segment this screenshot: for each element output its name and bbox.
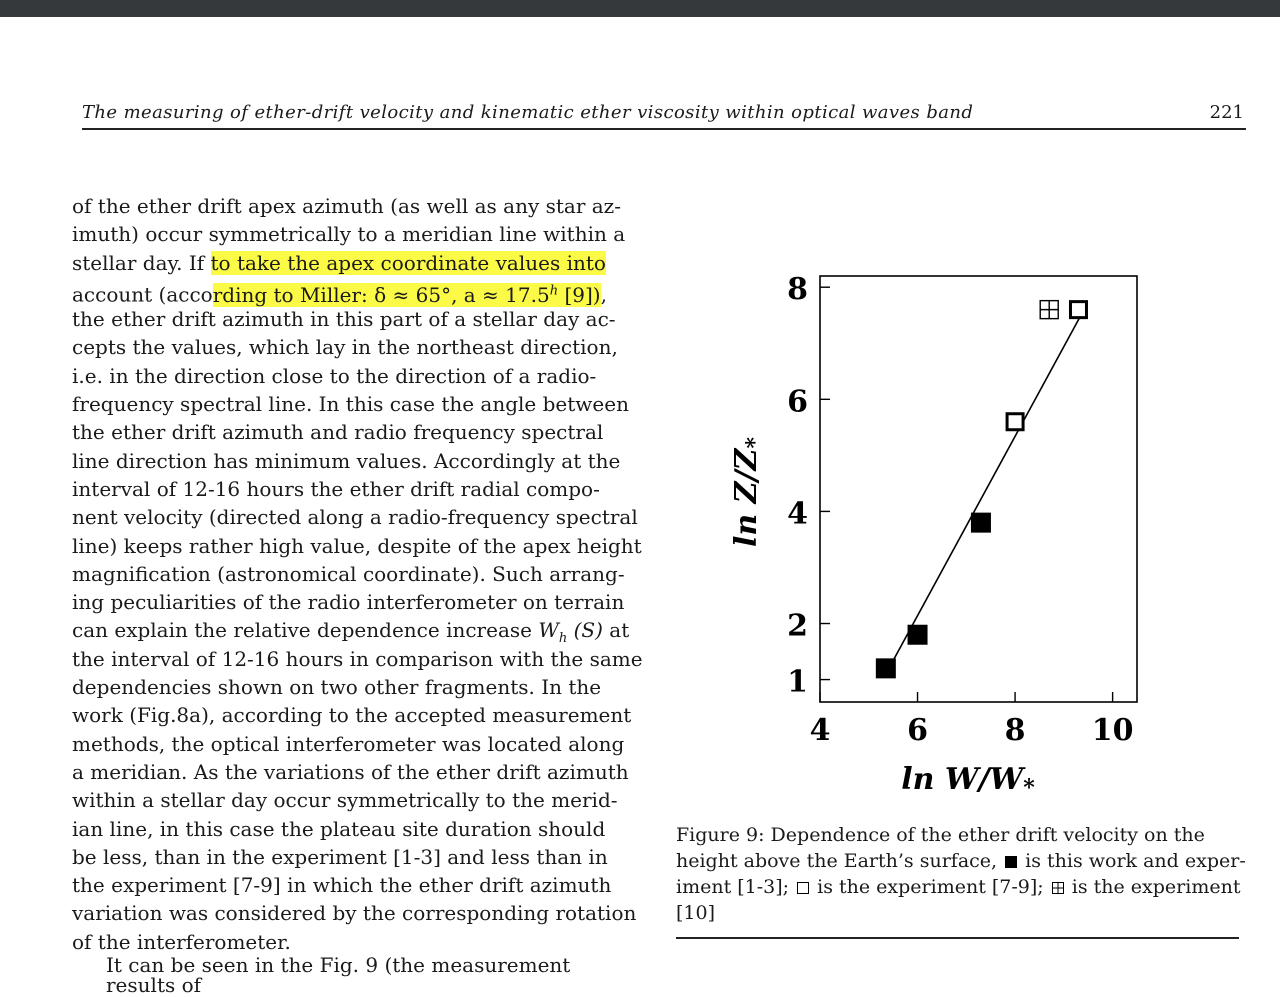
highlighted-text	[213, 283, 601, 307]
text-line: of the interferometer.	[72, 929, 291, 954]
y-tick-label: 1	[787, 664, 808, 700]
caption-line	[676, 848, 1246, 874]
text-line	[72, 277, 635, 305]
text-fragment: ,	[600, 282, 607, 307]
text-line: magnification (astronomical coordinate). Such arrang-	[72, 561, 625, 586]
y-tick-label: 4	[787, 496, 808, 532]
text-line: variation was considered by the corresponding rotation	[72, 901, 637, 926]
caption-line: [10]	[676, 902, 716, 924]
text-fragment: is the experiment	[1065, 876, 1241, 898]
plot-frame	[820, 276, 1137, 702]
text-line: i.e. in the direction close to the direction of a radio-	[72, 363, 597, 388]
tick-labels	[787, 272, 1133, 748]
running-header-title: The measuring of ether-drift velocity and kinematic ether viscosity within optical waves band	[82, 102, 974, 123]
open-square-point	[1070, 302, 1086, 318]
y-axis-label: $\ln Z/Z_*$	[729, 437, 768, 547]
figure-caption	[676, 822, 1246, 926]
text-fragment: at	[602, 618, 630, 643]
hour-superscript: h	[549, 282, 559, 298]
open-square-icon	[797, 882, 809, 894]
text-line: the interval of 12-16 hours in comparison with the same	[72, 646, 643, 671]
body-text	[72, 192, 643, 956]
axis-ticks	[820, 287, 1113, 702]
y-tick-label: 6	[787, 384, 808, 420]
x-axis-label: $\ln W/W_*$	[901, 762, 1035, 801]
text-line: line direction has minimum values. Accordingly at the	[72, 448, 621, 473]
x-tick-label: 10	[1091, 713, 1134, 748]
page-number: 221	[1209, 102, 1244, 123]
text-line	[72, 616, 635, 647]
text-line: nent velocity (directed along a radio-frequency spectral	[72, 505, 638, 530]
text-line: imuth) occur symmetrically to a meridian line within a	[72, 222, 626, 247]
text-fragment: height above the Earth’s surface,	[676, 850, 1004, 872]
viewer-top-bar	[0, 0, 1280, 17]
text-fragment: is this work and exper-	[1019, 850, 1246, 872]
y-tick-label: 2	[787, 608, 808, 644]
x-tick-label: 8	[1004, 713, 1026, 748]
filled-square-point	[908, 625, 928, 645]
text-fragment: stellar day. If	[72, 250, 211, 275]
open-square-point	[1007, 414, 1023, 430]
text-line: the ether drift azimuth in this part of a stellar day ac-	[72, 307, 616, 332]
text-line: ian line, in this case the plateau site duration should	[72, 816, 606, 841]
x-tick-label: 4	[809, 713, 831, 748]
data-points	[876, 301, 1087, 679]
boxed-plus-point	[1040, 301, 1058, 319]
citation-ref: [9])	[558, 282, 601, 307]
running-header	[82, 102, 1246, 130]
text-fragment: can explain the relative dependence increase	[72, 618, 539, 643]
text-line	[72, 249, 635, 277]
text-fragment: is the experiment [7-9];	[811, 876, 1050, 898]
math-s: (S)	[567, 618, 603, 643]
text-fragment: iment [1-3];	[676, 876, 796, 898]
caption-bottom-rule	[676, 937, 1239, 939]
math-w: W	[538, 618, 559, 643]
x-tick-label: 6	[907, 713, 928, 748]
text-line: the ether drift azimuth and radio frequency spectral	[72, 420, 604, 445]
boxed-plus-icon	[1052, 882, 1064, 894]
text-line: line) keeps rather high value, despite of the apex height	[72, 533, 642, 558]
fit-line	[886, 315, 1081, 674]
caption-line	[676, 874, 1242, 900]
miller-values: rding to Miller: δ ≈ 65°, a ≈ 17.5	[212, 282, 550, 307]
filled-square-icon	[1005, 856, 1017, 868]
highlighted-text: to take the apex coordinate values into	[210, 250, 606, 275]
text-line: methods, the optical interferometer was located along	[72, 731, 625, 756]
text-line: dependencies shown on two other fragments. In the	[72, 675, 602, 700]
text-line: cepts the values, which lay in the northeast direction,	[72, 335, 618, 360]
text-line: of the ether drift apex azimuth (as well as any star az-	[72, 194, 621, 218]
text-line: a meridian. As the variations of the ether drift azimuth	[72, 759, 629, 784]
text-line: ing peculiarities of the radio interferometer on terrain	[72, 590, 625, 615]
text-line: the experiment [7-9] in which the ether drift azimuth	[72, 873, 612, 898]
filled-square-point	[971, 513, 991, 533]
cut-off-text-line	[72, 953, 635, 997]
text-fragment: It can be seen in the Fig. 9 (the measurement results of	[106, 953, 571, 997]
y-tick-label: 8	[787, 272, 808, 308]
figure-9-chart	[720, 262, 1160, 802]
text-line: within a stellar day occur symmetrically to the merid-	[72, 788, 618, 813]
text-line: work (Fig.8a), according to the accepted measurement	[72, 703, 632, 728]
text-line: be less, than in the experiment [1-3] and less than in	[72, 844, 608, 869]
filled-square-point	[876, 658, 896, 678]
text-line: interval of 12-16 hours the ether drift radial compo-	[72, 476, 600, 501]
text-fragment: account (acco	[72, 282, 213, 307]
text-line: frequency spectral line. In this case the angle between	[72, 392, 629, 417]
caption-line: Figure 9: Dependence of the ether drift velocity on the	[676, 824, 1205, 846]
math-w-subscript: h	[558, 631, 568, 647]
